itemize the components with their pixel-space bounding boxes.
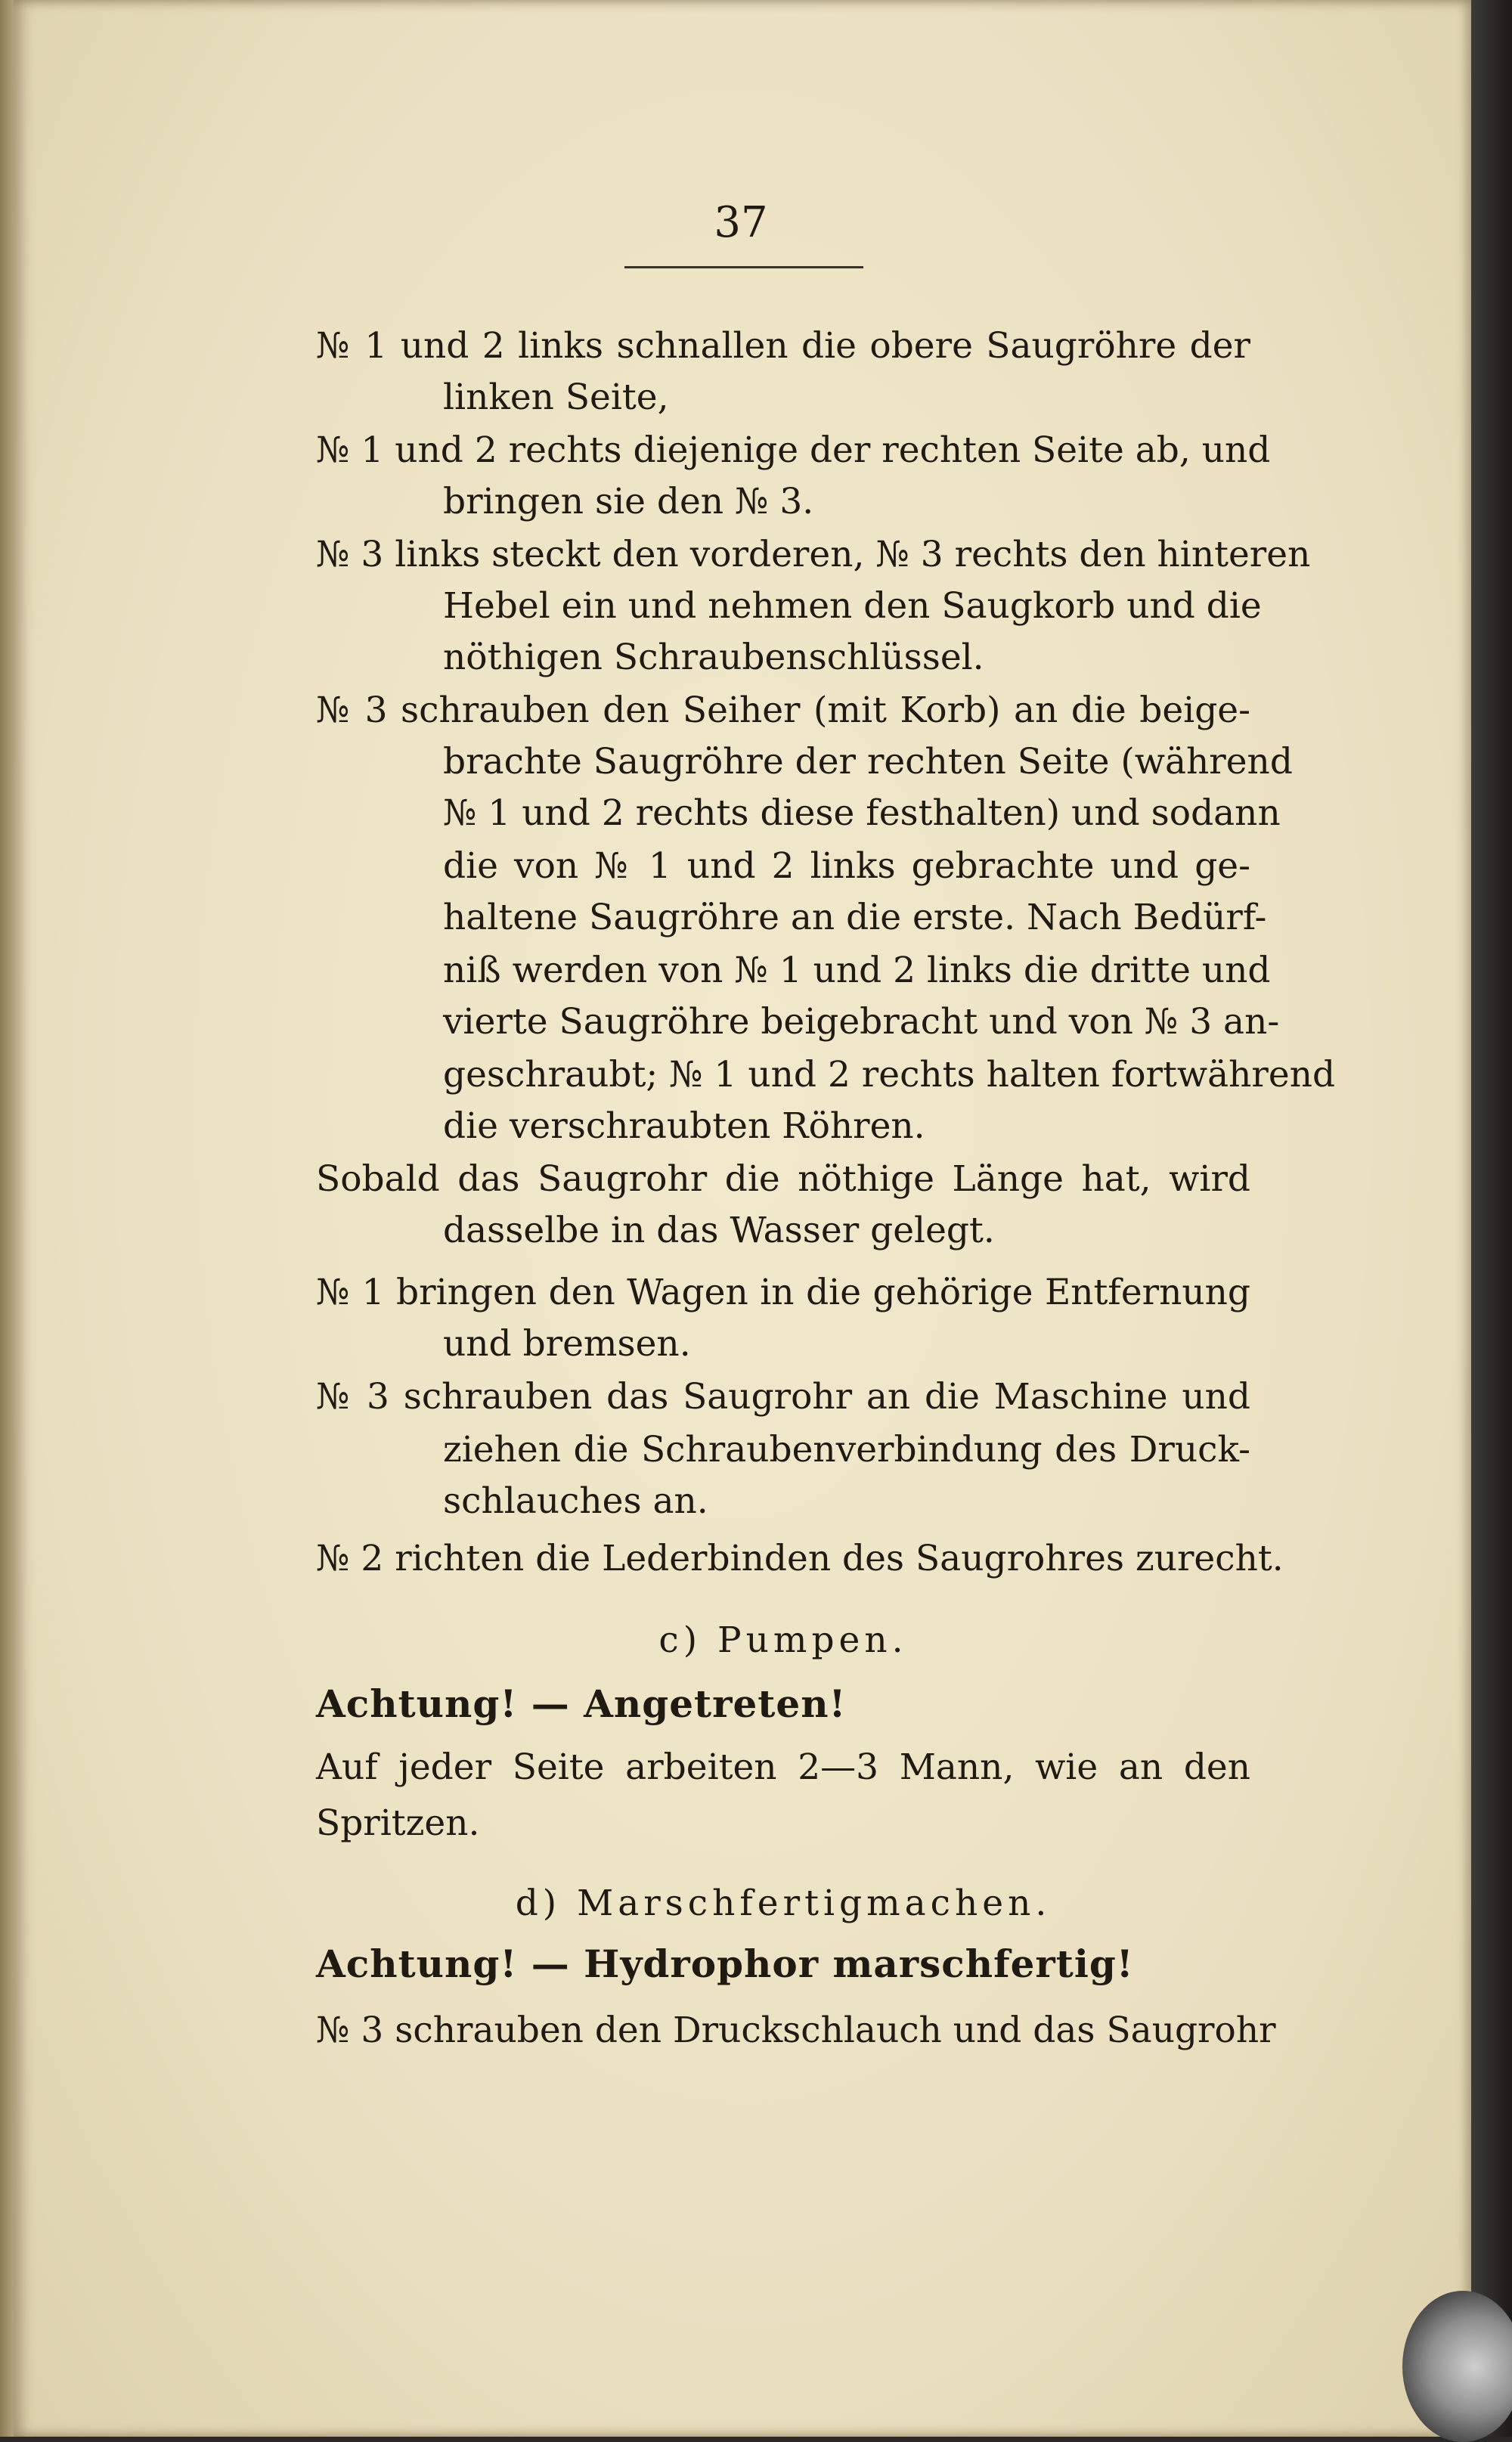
text-line: geschraubt; № 1 und 2 rechts halten fortwährend	[443, 1054, 1336, 1095]
text-line: die von № 1 und 2 links gebrachte und ge-	[443, 845, 1250, 887]
text-line: № 3 schrauben das Saugrohr an die Maschine und	[316, 1376, 1250, 1418]
text-line: ziehen die Schraubenverbindung des Druck-	[443, 1429, 1250, 1470]
text-line: vierte Saugröhre beigebracht und von № 3 an-	[443, 1001, 1280, 1043]
page-number: 37	[714, 198, 768, 247]
text-line: № 3 schrauben den Druckschlauch und das Saugrohr	[316, 2010, 1276, 2051]
text-line: Spritzen.	[316, 1802, 480, 1844]
text-line: niß werden von № 1 und 2 links die dritte und	[443, 950, 1271, 991]
text-line: Hebel ein und nehmen den Saugkorb und die	[443, 585, 1262, 627]
text-line: haltene Saugröhre an die erste. Nach Bedürf-	[443, 897, 1267, 938]
command-heading: Achtung! — Angetreten!	[316, 1681, 847, 1726]
section-heading-pumpen: c) Pumpen.	[658, 1619, 908, 1661]
text-line: nöthigen Schraubenschlüssel.	[443, 637, 984, 678]
header-rule	[624, 266, 863, 268]
text-line: Auf jeder Seite arbeiten 2—3 Mann, wie an den	[316, 1746, 1250, 1788]
page-edge	[1471, 0, 1512, 2437]
text-line: Sobald das Saugrohr die nöthige Länge hat, wird	[316, 1158, 1250, 1200]
text-line: die verschraubten Röhren.	[443, 1105, 925, 1147]
section-heading-marschfertig: d) Marschfertigmachen.	[515, 1883, 1052, 1924]
command-heading: Achtung! — Hydrophor marschfertig!	[316, 1942, 1134, 1986]
text-line: № 2 richten die Lederbinden des Saugrohres zurecht.	[316, 1538, 1284, 1579]
text-line: № 1 bringen den Wagen in die gehörige Entfernung	[316, 1272, 1250, 1313]
text-line: № 1 und 2 rechts diese festhalten) und sodann	[443, 792, 1281, 834]
text-line: № 3 schrauben den Seiher (mit Korb) an die beige-	[316, 690, 1250, 731]
text-line: linken Seite,	[443, 377, 669, 418]
text-line: № 1 und 2 rechts diejenige der rechten Seite ab, und	[316, 429, 1271, 471]
text-line: № 3 links steckt den vorderen, № 3 rechts den hinteren	[316, 534, 1311, 575]
text-line: und bremsen.	[443, 1323, 691, 1365]
text-line: schlauches an.	[443, 1480, 708, 1522]
text-line: dasselbe in das Wasser gelegt.	[443, 1210, 995, 1251]
text-line: brachte Saugröhre der rechten Seite (während	[443, 741, 1293, 782]
text-line: № 1 und 2 links schnallen die obere Saugröhre der	[316, 325, 1250, 367]
text-line: bringen sie den № 3.	[443, 481, 814, 522]
